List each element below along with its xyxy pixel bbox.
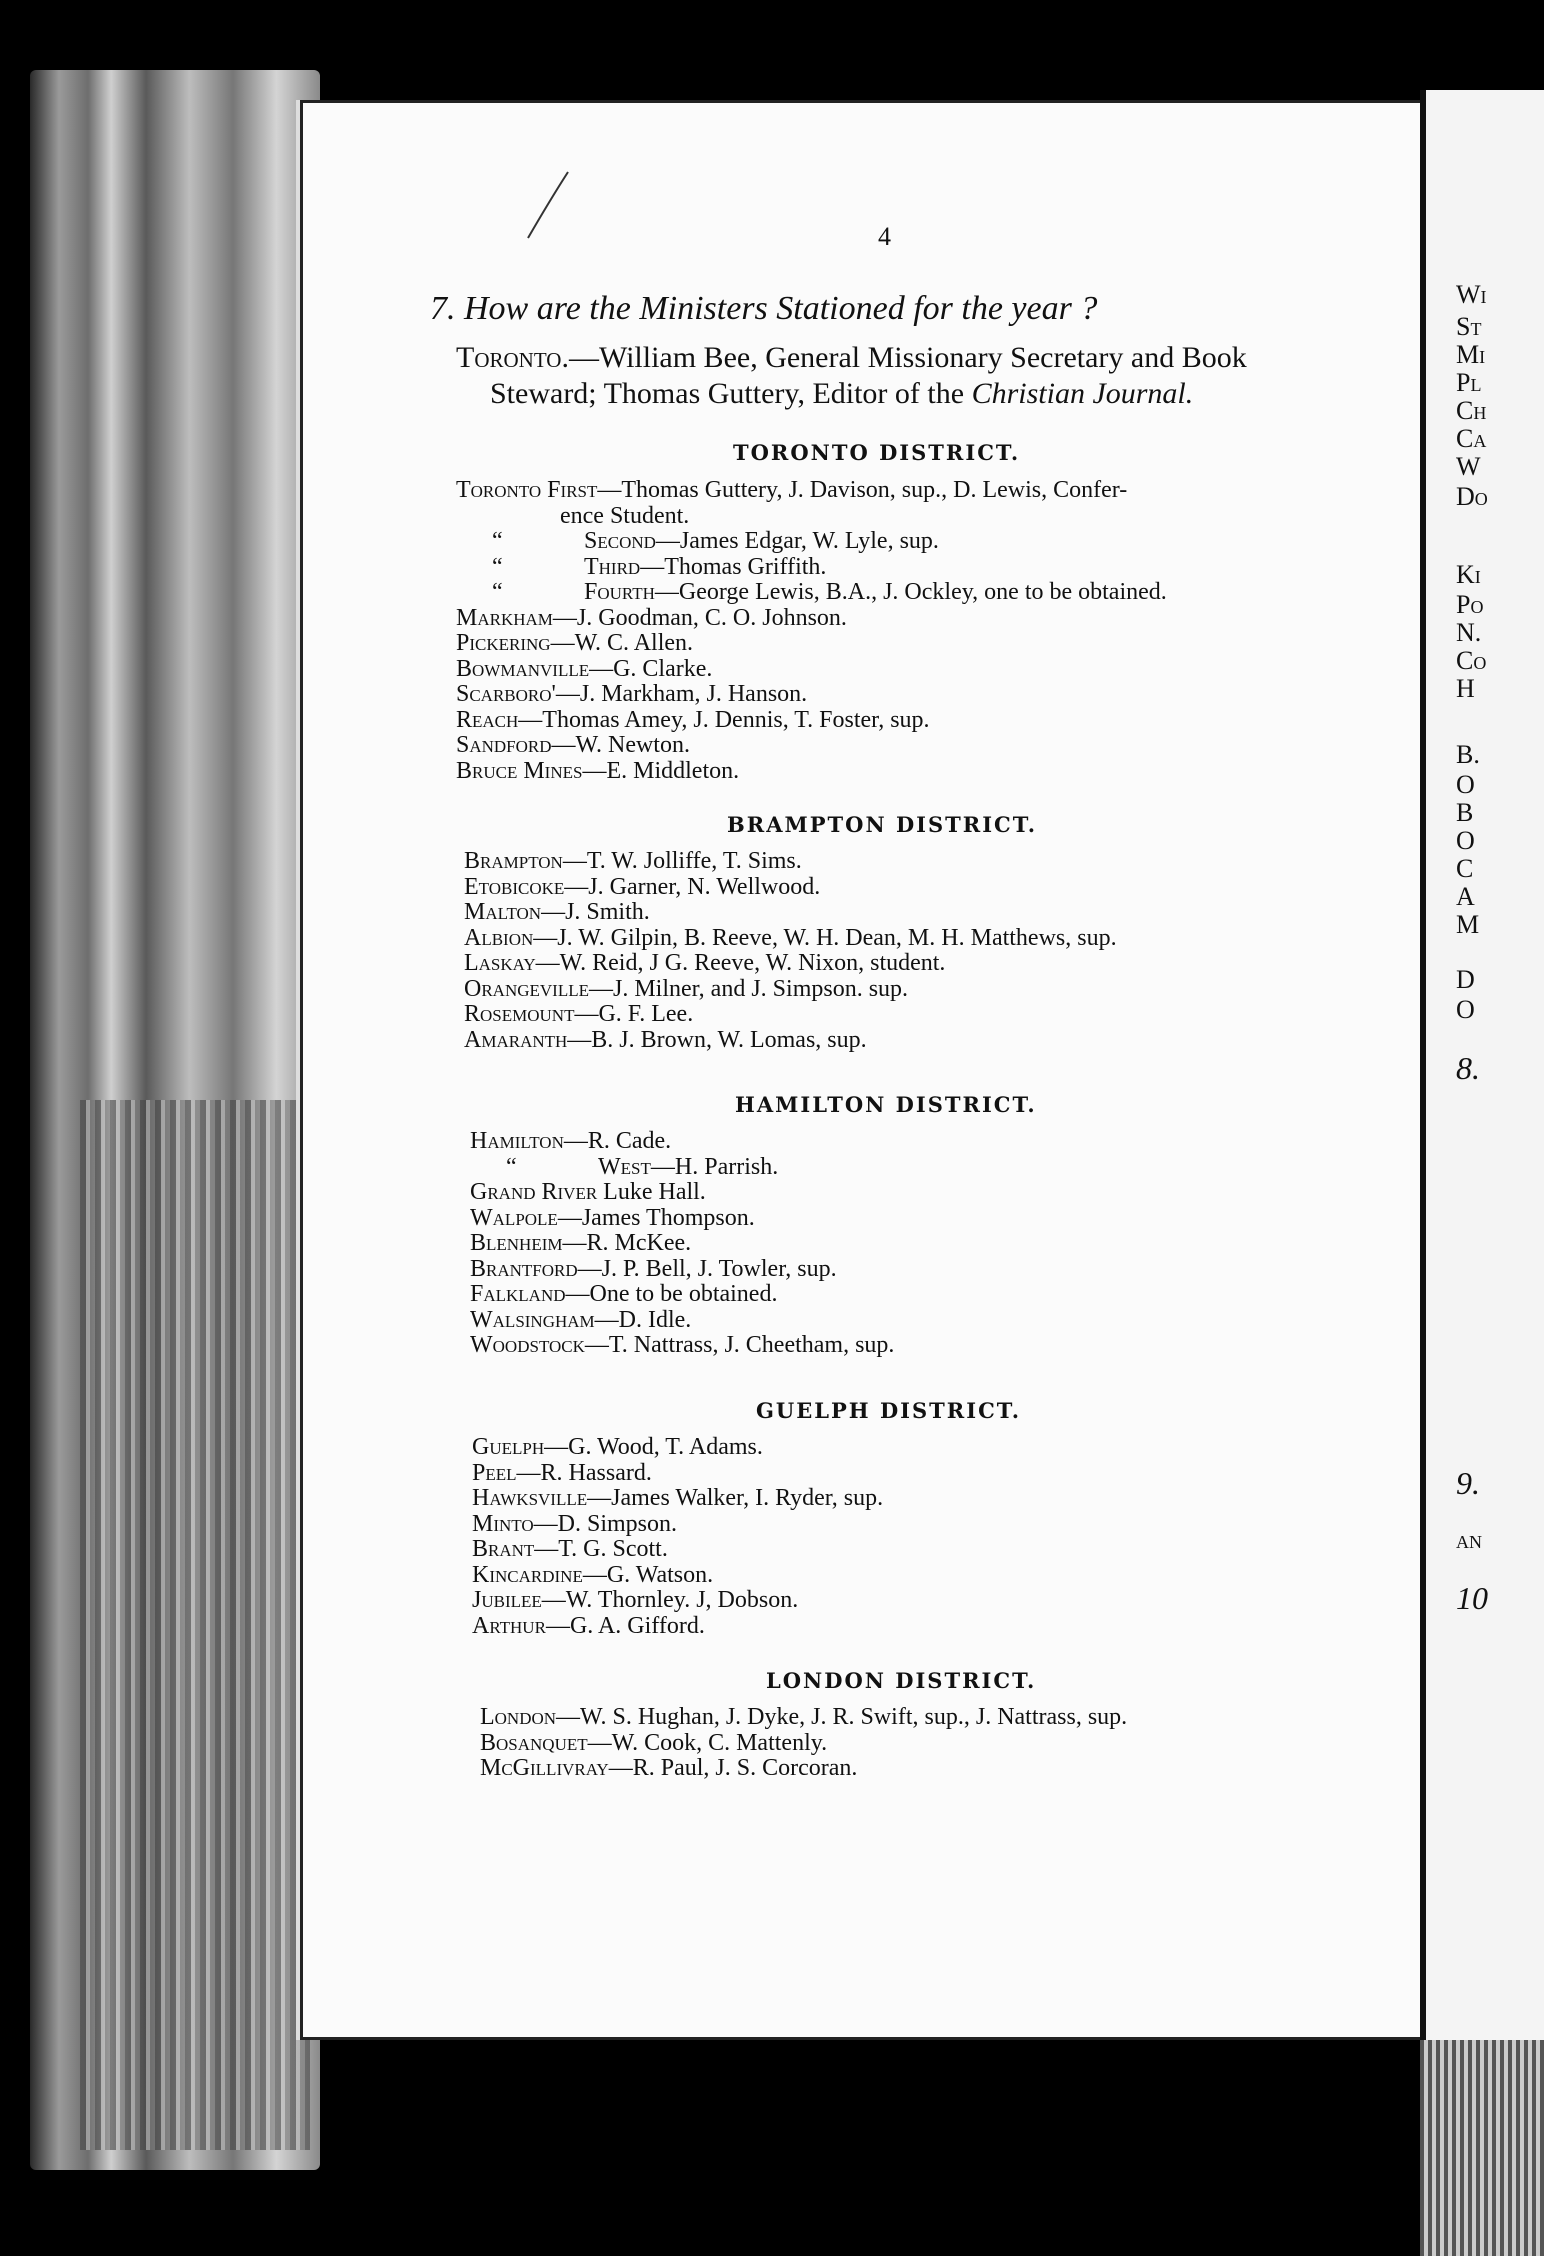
- station-place: Minto: [472, 1510, 534, 1537]
- station-ministers: —Thomas Amey, J. Dennis, T. Foster, sup.: [518, 706, 930, 733]
- station-ministers: —G. Wood, T. Adams.: [544, 1434, 763, 1460]
- station-ministers: —W. C. Allen.: [550, 630, 694, 656]
- station-entry: [456, 478, 1167, 504]
- station-entry: [472, 1563, 883, 1589]
- facing-page-fragment: 8.: [1456, 1050, 1480, 1086]
- facing-page-fragment: O: [1456, 770, 1475, 799]
- station-place: Kincardine: [472, 1561, 583, 1588]
- facing-page-fragment: O: [1456, 995, 1475, 1024]
- station-ministers: —E. Middleton.: [582, 757, 740, 784]
- station-entry: [472, 1614, 883, 1640]
- station-entry: [470, 1206, 894, 1232]
- station-place: London: [480, 1704, 557, 1730]
- station-place: Walsingham: [470, 1306, 595, 1333]
- ditto-mark: “: [492, 579, 503, 605]
- station-ministers: —W. Newton.: [551, 732, 690, 758]
- station-entry: [456, 682, 1167, 708]
- station-entry: [456, 759, 1167, 785]
- ditto-mark: “: [506, 1153, 517, 1180]
- intro-place: Toronto.: [456, 341, 569, 374]
- facing-page-fragment: Po: [1456, 590, 1484, 619]
- station-entry: [464, 849, 1117, 875]
- station-ministers: —T. W. Jolliffe, T. Sims.: [562, 848, 802, 874]
- district-heading-london: LONDON DISTRICT.: [766, 1668, 1037, 1693]
- station-entry: [456, 580, 1167, 606]
- station-place: Laskay: [464, 950, 536, 976]
- station-ministers: —D. Simpson.: [533, 1510, 677, 1537]
- station-place: Reach: [456, 706, 519, 733]
- station-ministers: —R. McKee.: [562, 1230, 692, 1256]
- station-entry: [470, 1231, 894, 1257]
- facing-page-fragment: A: [1456, 882, 1475, 911]
- station-ministers: —W. S. Hughan, J. Dyke, J. R. Swift, sup., J. Nattrass, sup.: [556, 1704, 1128, 1730]
- station-entry: [480, 1705, 1127, 1731]
- station-entry: [472, 1435, 883, 1461]
- facing-page-fragment: B: [1456, 798, 1474, 827]
- station-ministers: —D. Idle.: [594, 1306, 692, 1333]
- station-ministers: —J. Smith.: [541, 899, 650, 925]
- station-place: Guelph: [472, 1434, 545, 1460]
- station-ministers: —George Lewis, B.A., J. Ockley, one to be obtained.: [654, 579, 1167, 605]
- district-list-hamilton: [470, 1129, 894, 1359]
- station-ministers: —W. Reid, J G. Reeve, W. Nixon, student.: [535, 950, 946, 976]
- station-place: Walpole: [470, 1204, 558, 1231]
- section-question: 7. How are the Ministers Stationed for the year ?: [430, 290, 1098, 327]
- station-entry: [456, 631, 1167, 657]
- station-place: Third: [584, 553, 641, 580]
- journal-title: Christian Journal.: [971, 377, 1194, 410]
- intro-text-2: Steward; Thomas Guttery, Editor of the: [490, 377, 972, 410]
- ditto-mark: “: [492, 528, 503, 554]
- facing-page-fragment: Ca: [1456, 424, 1487, 453]
- facing-page-fragment: Ch: [1456, 396, 1487, 425]
- station-place: Grand River: [470, 1179, 598, 1205]
- station-place: Peel: [472, 1459, 517, 1486]
- station-place: Arthur: [472, 1612, 546, 1639]
- facing-page-fragment: Ki: [1456, 560, 1481, 589]
- station-place: Malton: [464, 899, 542, 925]
- station-ministers: —R. Hassard.: [516, 1459, 652, 1486]
- pencil-mark: [520, 170, 580, 240]
- facing-page-fragment: 10: [1456, 1580, 1488, 1616]
- station-entry: [456, 708, 1167, 734]
- station-place: Albion: [464, 924, 534, 951]
- station-entry: [480, 1756, 1127, 1782]
- station-entry: [456, 504, 1167, 530]
- station-entry: [464, 926, 1117, 952]
- facing-page-fragment: C: [1456, 854, 1474, 883]
- facing-page-fragment: Wi: [1456, 280, 1487, 309]
- station-ministers: —One to be obtained.: [565, 1281, 778, 1307]
- station-ministers: Luke Hall.: [597, 1179, 706, 1205]
- station-ministers: —J. Markham, J. Hanson.: [555, 681, 808, 707]
- station-entry: [464, 977, 1117, 1003]
- station-ministers: —T. Nattrass, J. Cheetham, sup.: [584, 1332, 895, 1358]
- station-place: Scarboro': [456, 681, 556, 707]
- station-entry: [472, 1588, 883, 1614]
- station-entry: [472, 1512, 883, 1538]
- station-place: Hamilton: [470, 1128, 564, 1154]
- station-place: Blenheim: [470, 1230, 563, 1256]
- facing-page-fragment: D: [1456, 965, 1475, 994]
- station-place: Falkland: [470, 1281, 566, 1307]
- facing-page-fragment: B.: [1456, 740, 1480, 769]
- ditto-mark: “: [492, 553, 503, 580]
- station-entry: [470, 1129, 894, 1155]
- station-place: Amaranth: [464, 1026, 568, 1053]
- facing-page-fragment: an: [1456, 1525, 1482, 1554]
- district-list-brampton: [464, 849, 1117, 1053]
- station-entry: [480, 1731, 1127, 1757]
- station-ministers: —W. Cook, C. Mattenly.: [587, 1729, 828, 1756]
- facing-page-fragment: H: [1456, 674, 1475, 703]
- station-place: Brantford: [470, 1255, 578, 1282]
- station-entry: [456, 733, 1167, 759]
- station-entry: [472, 1537, 883, 1563]
- station-ministers: —G. Clarke.: [589, 655, 713, 682]
- facing-page-fragment: M: [1456, 910, 1480, 939]
- station-entry: [472, 1461, 883, 1487]
- station-place: Orangeville: [464, 975, 589, 1002]
- station-ministers: —Thomas Guttery, J. Davison, sup., D. Lewis, Confer-: [597, 477, 1128, 503]
- station-place: Bowmanville: [456, 655, 590, 682]
- station-place: Bruce Mines: [456, 757, 583, 784]
- intro-line-2: [456, 376, 1356, 412]
- station-place: Jubilee: [472, 1587, 542, 1613]
- station-place: Bosanquet: [480, 1729, 588, 1756]
- station-place: Hawksville: [472, 1485, 588, 1511]
- station-ministers: —J. Goodman, C. O. Johnson.: [552, 604, 847, 631]
- district-list-london: [480, 1705, 1127, 1782]
- facing-page-fragment: Mi: [1456, 340, 1486, 369]
- district-heading-brampton: BRAMPTON DISTRICT.: [727, 812, 1038, 837]
- station-ministers: —R. Cade.: [563, 1128, 672, 1154]
- station-place: Brant: [472, 1536, 535, 1562]
- station-place: West: [598, 1153, 651, 1180]
- station-entry: [464, 1002, 1117, 1028]
- station-place: Woodstock: [470, 1332, 585, 1358]
- page-number: 4: [878, 222, 891, 251]
- page-stack-edges: [80, 1100, 310, 2150]
- station-place: Sandford: [456, 732, 552, 758]
- station-entry: [464, 1028, 1117, 1054]
- facing-page-fragment: Co: [1456, 646, 1487, 675]
- intro-line-1: [456, 340, 1356, 376]
- station-entry: [470, 1333, 894, 1359]
- station-ministers: —J. Garner, N. Wellwood.: [564, 873, 821, 900]
- station-entry: [470, 1308, 894, 1334]
- station-ministers: —G. Watson.: [582, 1561, 714, 1588]
- station-entry: [472, 1486, 883, 1512]
- facing-page-fragment: N.: [1456, 618, 1482, 647]
- station-entry: [470, 1155, 894, 1181]
- station-entry: [456, 555, 1167, 581]
- station-place: Brampton: [464, 848, 563, 874]
- station-entry: [470, 1282, 894, 1308]
- station-entry: [470, 1257, 894, 1283]
- station-ministers: —G. F. Lee.: [574, 1001, 694, 1027]
- station-place: Markham: [456, 604, 553, 631]
- station-place: Toronto First: [456, 477, 598, 503]
- intro-text-1: —William Bee, General Missionary Secretary and Book: [568, 341, 1247, 374]
- station-entry: [464, 875, 1117, 901]
- station-ministers: —J. W. Gilpin, B. Reeve, W. H. Dean, M. H. Matthews, sup.: [533, 924, 1117, 951]
- station-place: McGillivray: [480, 1755, 609, 1781]
- facing-page-fragment: 9.: [1456, 1465, 1480, 1501]
- station-place: Second: [584, 528, 656, 554]
- facing-page-fragment: Do: [1456, 482, 1488, 511]
- facing-page-fragment: W: [1456, 452, 1481, 481]
- district-heading-toronto: TORONTO DISTRICT.: [733, 440, 1021, 465]
- station-entry: [456, 529, 1167, 555]
- station-ministers: —J. Milner, and J. Simpson. sup.: [588, 975, 909, 1002]
- station-ministers: —James Edgar, W. Lyle, sup.: [655, 528, 939, 554]
- station-entry: [456, 657, 1167, 683]
- district-heading-guelph: GUELPH DISTRICT.: [756, 1398, 1022, 1423]
- facing-page-fragment: St: [1456, 312, 1482, 341]
- facing-page: [1420, 90, 1544, 2040]
- station-place: Pickering: [456, 630, 551, 656]
- station-ministers: —Thomas Griffith.: [640, 553, 827, 580]
- station-ministers: —R. Paul, J. S. Corcoran.: [608, 1755, 858, 1781]
- station-entry: [456, 606, 1167, 632]
- district-list-toronto: [456, 478, 1167, 784]
- station-place: Etobicoke: [464, 873, 565, 900]
- station-ministers: —B. J. Brown, W. Lomas, sup.: [567, 1026, 867, 1053]
- station-ministers: —G. A. Gifford.: [545, 1612, 705, 1639]
- district-list-guelph: [472, 1435, 883, 1639]
- station-ministers: —H. Parrish.: [650, 1153, 779, 1180]
- page-edge-strip: [1420, 2040, 1544, 2256]
- station-place: Rosemount: [464, 1001, 575, 1027]
- station-ministers: —W. Thornley. J, Dobson.: [541, 1587, 799, 1613]
- station-entry: [464, 951, 1117, 977]
- station-entry: [464, 900, 1117, 926]
- station-entry: [470, 1180, 894, 1206]
- district-heading-hamilton: HAMILTON DISTRICT.: [735, 1092, 1037, 1117]
- station-ministers: —T. G. Scott.: [534, 1536, 668, 1562]
- facing-page-fragment: Pl: [1456, 368, 1482, 397]
- station-ministers: —James Thompson.: [557, 1204, 755, 1231]
- station-place: Fourth: [584, 579, 655, 605]
- intro-paragraph: [456, 340, 1356, 412]
- station-ministers: ence Student.: [560, 502, 690, 529]
- station-ministers: —J. P. Bell, J. Towler, sup.: [577, 1255, 837, 1282]
- station-ministers: —James Walker, I. Ryder, sup.: [587, 1485, 884, 1511]
- facing-page-fragment: O: [1456, 826, 1475, 855]
